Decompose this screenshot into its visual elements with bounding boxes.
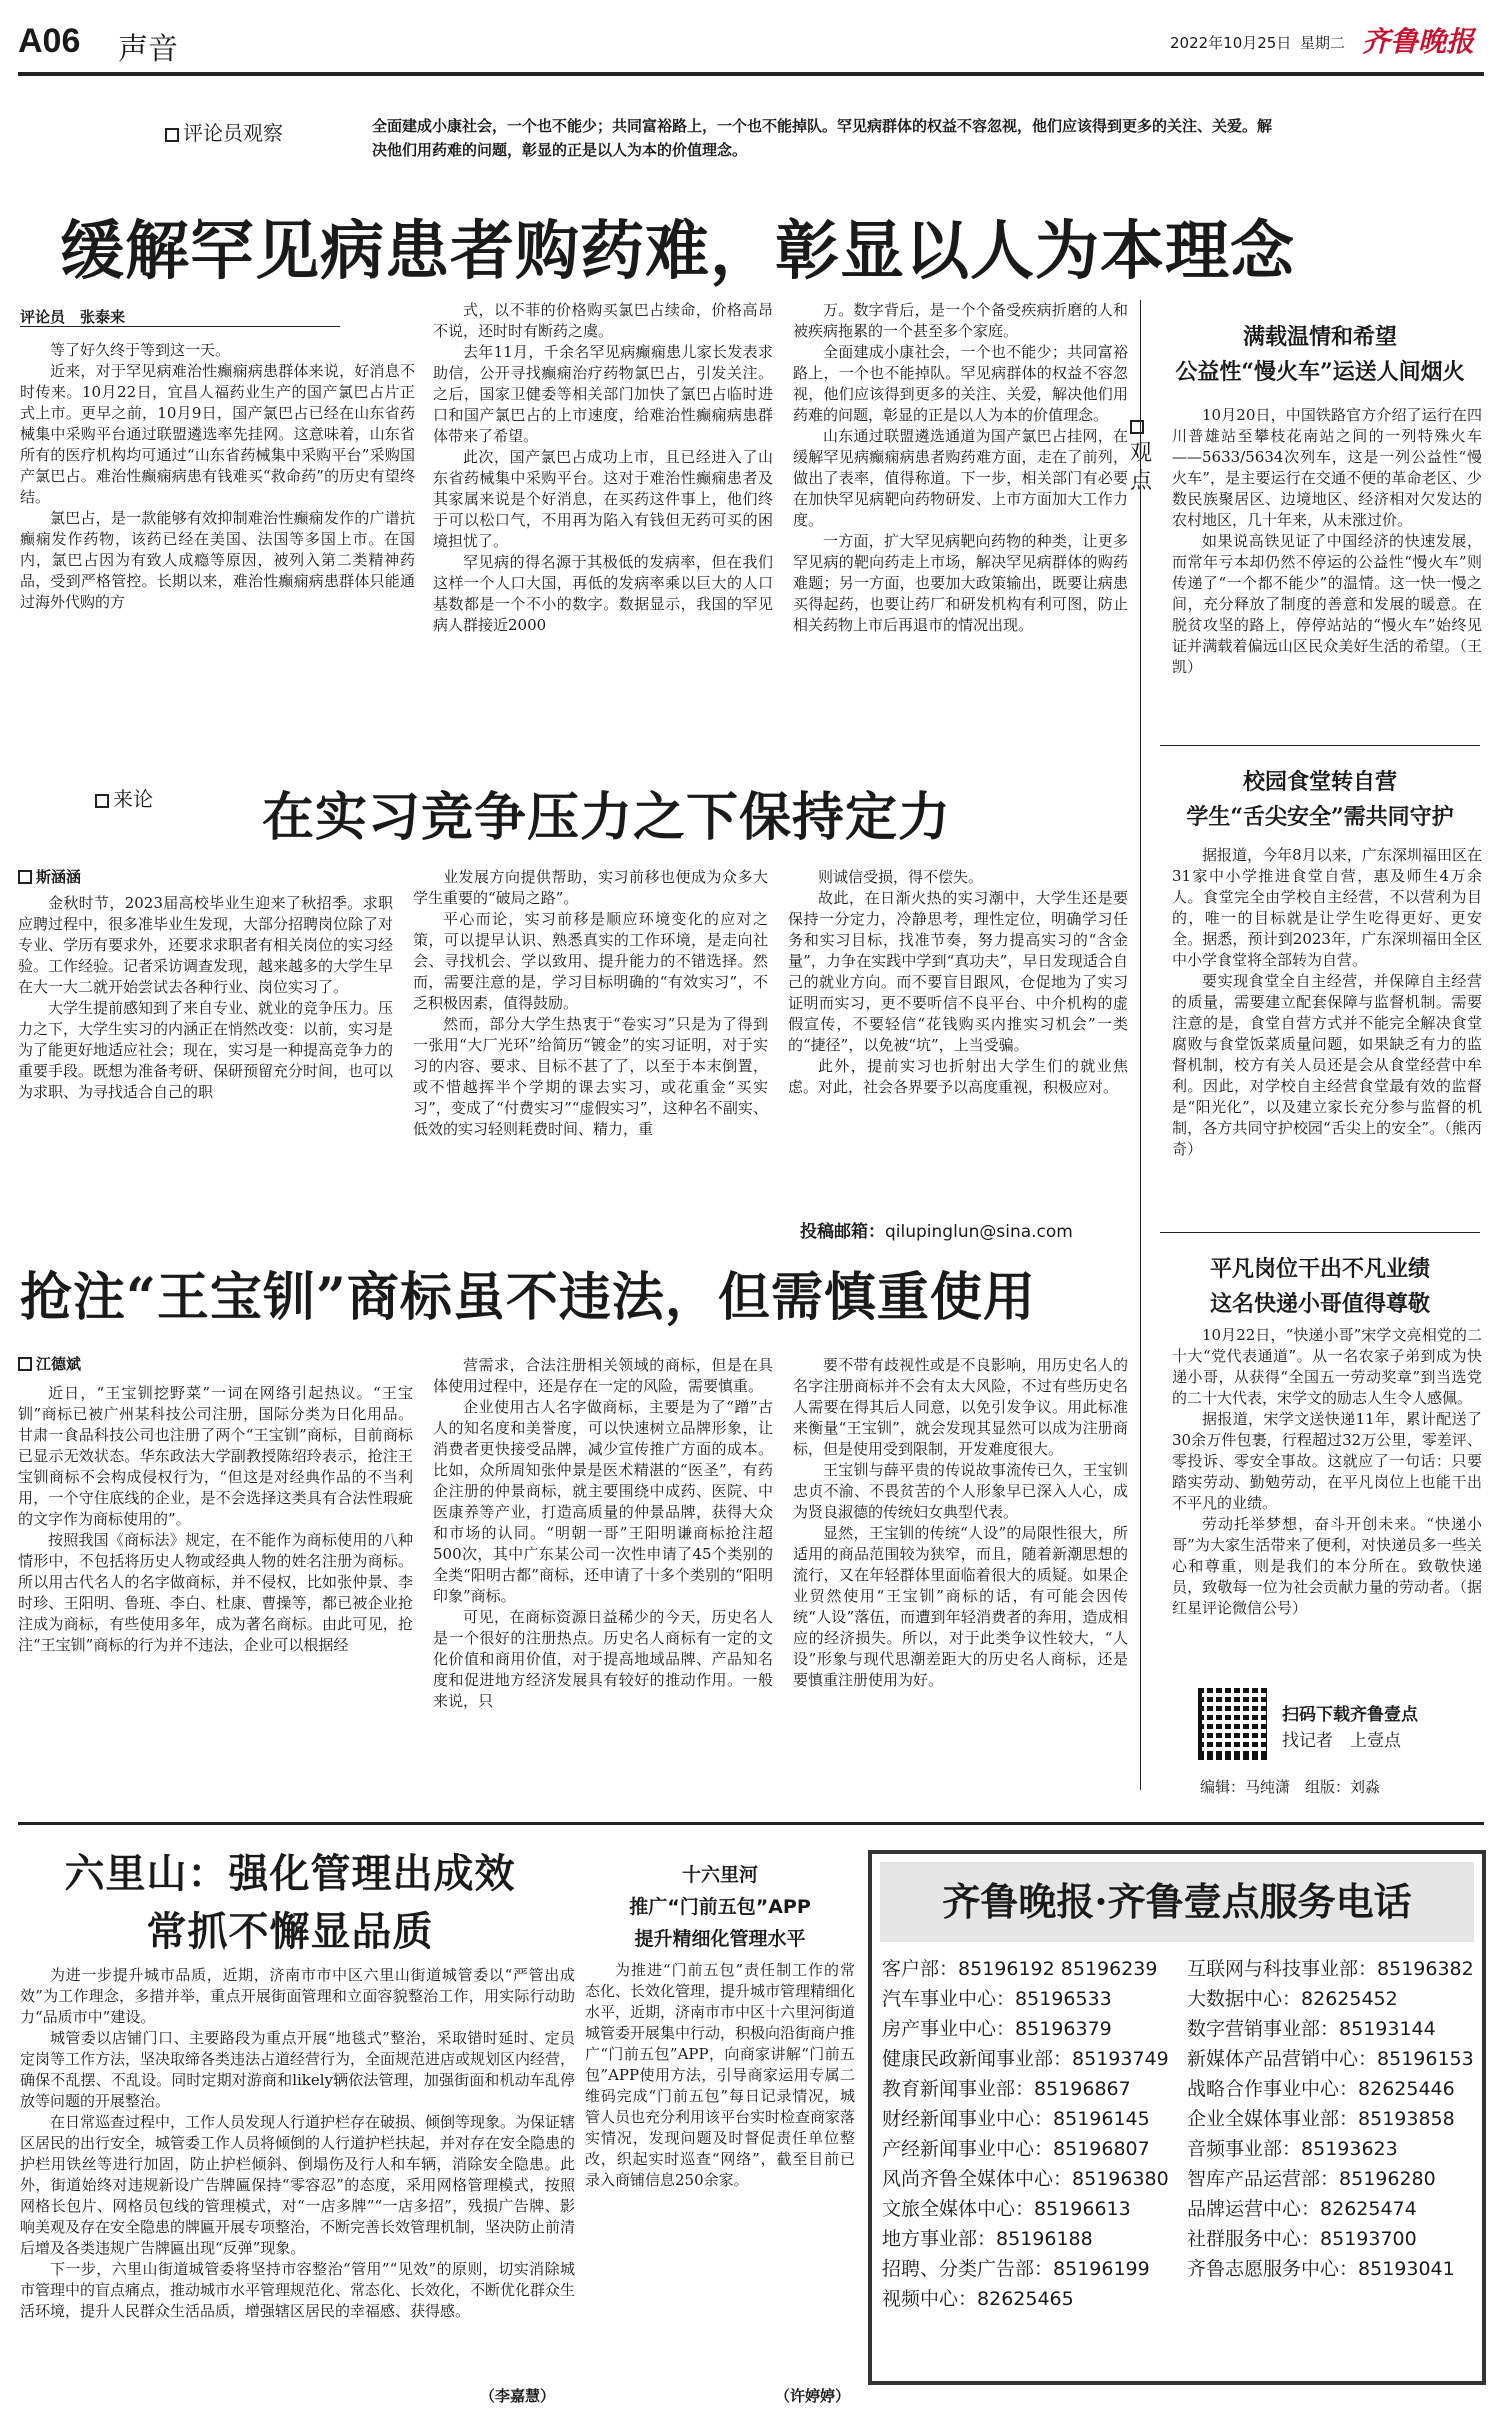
article1-byline: 评论员 张泰来 [20,308,126,326]
weekday: 星期二 [1300,34,1346,52]
service-entry [882,1984,1182,2014]
paragraph: 近日，“王宝钏挖野菜”一词在网络引起热议。“王宝钏”商标已被广州某科技公司注册，国际分类为日化用品。甘肃一食品科技公司也注册了两个“王宝钏”商标，目前商标已显示无效状态。华东政法大学副教授陈绍玲表示，抢注王宝钏商标不会构成侵权行为，“但这是对经典作品的不当利用，一个守住底线的企业，是不会选择这类具有合法性瑕疵的文字作为商标使用的”。 [18,1384,413,1528]
service-entry [882,2134,1182,2164]
paragraph: 然而，部分大学生热衷于“卷实习”只是为了得到一张用“大厂光环”给简历“镀金”的实习证明，对于实习的内容、要求、目标不甚了了，以至于本末倒置，或不惜越挥半个学期的课去实习，或花重金“买实习”，变成了“付费实习”“虚假实习”，这种名不副实、低效的实习轻则耗费时间、精力，重 [413,1015,768,1138]
service-phone[interactable]: 85193623 [1301,2138,1398,2160]
paragraph: 要不带有歧视性或是不良影响，用历史名人的名字注册商标并不会有太大风险，不过有些历史名人需要在得其后人同意，以免引发争议。用此标准来衡量“王宝钏”，就会发现其显然可以成为注册商标，但是使用受到限制，开发难度很大。 [793,1356,1128,1458]
paragraph: 在日常巡查过程中，工作人员发现人行道护栏存在破损、倾倒等现象。为保证辖区居民的出行安全，城管委工作人员将倾倒的人行道护栏扶起，并对存在安全隐患的护栏用铁丝等进行加固，防止护栏倾斜、倒塌伤及行人和车辆，消除安全隐患。此外，街道始终对违规新设广告牌匾保持“零容忍”的态度，采用网格管理模式，按照网格长包片、网格员包线的管理模式，对“一店多牌”“一店多招”，残损广告牌、影响美观及存在安全隐患的牌匾开展专项整治，不断完善长效管理机制，坚决防止前清后增及各类违规广告牌匾出现“反弹”现象。 [20,2113,575,2257]
sidebar2-title: 校园食堂转自营 [1242,769,1397,795]
paragraph: 下一步，六里山街道城管委将坚持市容整治“管用”“见效”的原则，切实消除城市管理中的盲点痛点，推动城市水平管理规范化、常态化、长效化，不断优化群众生活环境，提升人民群众生活品质，增强辖区居民的幸福感、获得感。 [20,2260,575,2320]
paragraph: 平心而论，实习前移是顺应环境变化的应对之策，可以提早认识、熟悉真实的工作环境，是走向社会、寻找机会、学以致用、提升能力的不错选择。然而，需要注意的是，学习目标明确的“有效实习”，不乏积极因素，值得鼓励。 [413,910,768,1012]
service-entry [1187,2194,1482,2224]
article3-col3 [793,1355,1128,1810]
paragraph: 故此，在日渐火热的实习潮中，大学生还是要保持一分定力，冷静思考，理性定位，明确学习任务和实习目标，找准节奏，努力提高实习的“含金量”，力争在实践中学到“真功夫”，早日发现适合自己的就业方向。而不要盲目跟风，仓促地为了实习证明而实习，更不要听信不良平台、中介机构的虚假宣传，不要轻信“花钱购买内推实习机会”一类的“捷径”，以免被“坑”，上当受骗。 [788,889,1128,1054]
service-entry [882,2104,1182,2134]
service-phone[interactable]: 82625465 [977,2288,1074,2310]
article4-signature: （李嘉慧） [480,2387,556,2405]
article5-body [585,1960,855,2380]
intro-lead: 全面建成小康社会，一个也不能少；共同富裕路上，一个也不能掉队。罕见病群体的权益不容忽视，他们应该得到更多的关注、关爱。解决他们用药难的问题，彰显的正是以人为本的价值理念。 [372,117,1273,159]
article1-col2 [433,300,773,760]
paragraph: 近来，对于罕见病难治性癫痫病患群体来说，好消息不时传来。10月22日，宜昌人福药业生产的国产氯巴占片正式上市。更早之前，10月9日，国产氯巴占已经在山东省药械集中采购平台通过联盟遴选率先挂网。这意味着，山东省所有的医疗机构均可通过“山东省药械集中采购平台”采购国产氯巴占。难治性癫痫病患有钱难买“救命药”的历史有望终结。 [20,362,415,506]
service-box [868,1850,1486,2385]
service-dept: 汽车事业中心： [882,1988,1016,2010]
service-dept: 新媒体产品营销中心： [1187,2048,1378,2070]
article2-headline: 在实习竞争压力之下保持定力 [262,787,952,848]
service-entry [882,2284,1182,2314]
service-entry [1187,2134,1482,2164]
service-entry [882,2014,1182,2044]
service-phone[interactable]: 85196380 [1072,2168,1169,2190]
article3-byline: 江德斌 [18,1353,81,1374]
service-phone[interactable]: 82625452 [1301,1988,1398,2010]
page-number: A06 [18,22,81,60]
service-phone[interactable]: 85196379 [1015,2018,1112,2040]
service-entry [882,2164,1182,2194]
service-dept: 视频中心： [882,2288,978,2310]
service-phone[interactable]: 85196807 [1053,2138,1150,2160]
service-entry [1187,2074,1482,2104]
service-dept: 音频事业部： [1187,2138,1302,2160]
sidebar3-subtitle: 这名快递小哥值得尊敬 [1209,1291,1430,1317]
sidebar1-body [1172,405,1482,735]
service-phone[interactable]: 85193041 [1358,2258,1455,2280]
service-entry [1187,2044,1482,2074]
service-phone[interactable]: 85196153 [1377,2048,1474,2070]
service-entry [1187,1954,1482,1984]
service-phone[interactable]: 85193858 [1358,2108,1455,2130]
issue-date: 2022年10月25日 [1170,34,1292,52]
service-dept: 数字营销事业部： [1187,2018,1340,2040]
paragraph: 据报道，宋学文送快递11年，累计配送了30余万件包裹，行程超过32万公里，零差评、零投诉、零安全事故。这就应了一句话：只要踏实劳动、勤勉劳动，在平凡岗位上也能干出不平凡的业绩。 [1172,1410,1482,1512]
paragraph: 按照我国《商标法》规定，在不能作为商标使用的八种情形中，不包括将历史人物或经典人物的姓名注册为商标。所以用古代名人的名字做商标，并不侵权，比如张仲景、李时珍、王阳明、鲁班、李白、杜康、曹操等，都已被企业抢注成为商标，有些使用多年，成为著名商标。由此可见，抢注“王宝钏”商标的行为并不违法，企业可以根据经 [18,1531,413,1654]
service-phone[interactable]: 85193144 [1339,2018,1436,2040]
paragraph: 式，以不菲的价格购买氯巴占续命，价格高昂不说，还时时有断药之虞。 [433,301,773,340]
article3-col2 [433,1355,773,1810]
square-icon [18,1357,32,1371]
service-dept: 智库产品运营部： [1187,2168,1340,2190]
column-label: 评论员观察 [165,117,283,146]
service-dept: 产经新闻事业中心： [882,2138,1054,2160]
paragraph: 业发展方向提供帮助，实习前移也便成为众多大学生重要的“破局之路”。 [413,868,768,907]
paragraph: 山东通过联盟遴选通道为国产氯巴占挂网，在缓解罕见病癫痫病患者购药难方面，走在了前列，做出了表率，值得称道。下一步，相关部门有必要在加快罕见病靶向药物研发、上市方面加大工作力度。 [793,427,1128,529]
service-phone[interactable]: 85196867 [1034,2078,1131,2100]
service-list-right [1187,1954,1482,2284]
qr-caption-2: 找记者 上壹点 [1282,1731,1401,1751]
submission-email: 投稿邮箱：qilupinglun@sina.com [800,1222,1073,1242]
service-phone[interactable]: 85196613 [1034,2198,1131,2220]
service-dept: 齐鲁志愿服务中心： [1187,2258,1359,2280]
article4-headline: 六里山：强化管理出成效 [64,1850,516,1897]
paragraph: 此次，国产氯巴占成功上市，且已经进入了山东省药械集中采购平台。这对于难治性癫痫患者及其家属来说是个好消息，在买药这件事上，他们终于可以松口气，不用再为陷入有钱但无药可买的困境担忧了。 [433,448,773,550]
paragraph: 企业使用古人名字做商标，主要是为了“蹭”古人的知名度和美誉度，可以快速树立品牌形象，让消费者更快接受品牌，减少宣传推广方面的成本。比如，众所周知张仲景是医术精湛的“医圣”，有药企注册的仲景商标，就主要围绕中成药、医院、中医康养等产业，打造高质量的仲景品牌，获得大众和市场的认同。“明朝一哥”王阳明谦商标抢注超500次，其中广东某公司一次性申请了45个类别的全类“阳明古都”商标，还申请了十多个类别的“阳明印象”商标。 [433,1398,773,1605]
service-phone[interactable]: 85196145 [1053,2108,1150,2130]
service-dept: 战略合作事业中心： [1187,2078,1359,2100]
service-phone[interactable]: 85196382 [1377,1958,1474,1980]
sidebar3-title: 平凡岗位干出不凡业绩 [1209,1256,1430,1282]
sidebar1-subtitle: 公益性“慢火车”运送人间烟火 [1175,359,1465,385]
service-entry [882,2224,1182,2254]
sidebar2-subtitle: 学生“舌尖安全”需共同守护 [1186,804,1454,830]
service-phone[interactable]: 82625446 [1358,2078,1455,2100]
paragraph: 为推进“门前五包”责任制工作的常态化、长效化管理，提升城市管理精细化水平，近期，济南市市中区十六里河街道城管委开展集中行动，积极向沿街商户推广“门前五包”APP，向商家讲解“门前五包”APP使用方法，引导商家运用专属二维码完成“门前五包”每日记录情况，城管人员也充分利用该平台实时检查商家落实情况，发现问题及时督促责任单位整改，织起实时巡查“网络”，截至目前已录入商铺信息250余家。 [585,1961,855,2189]
service-dept: 风尚齐鲁全媒体中心： [882,2168,1073,2190]
paragraph: 城管委以店铺门口、主要路段为重点开展“地毯式”整治，采取错时延时、定员定岗等工作方法，坚决取缔各类违法占道经营行为，全面规范进店或规划区内经营，确保不乱摆、不乱设。同时定期对游商和likely辆依法管理，加强街面和机动车乱停放等问题的开展整治。 [20,2029,575,2110]
square-icon [95,794,109,808]
article2-col2 [413,867,768,1257]
square-icon [18,870,32,884]
service-dept: 企业全媒体事业部： [1187,2108,1359,2130]
service-list-left [882,1954,1182,2314]
service-entry [1187,2104,1482,2134]
article5-signature: （许婷婷） [775,2387,851,2405]
service-dept: 教育新闻事业部： [882,2078,1035,2100]
paragraph: 10月20日，中国铁路官方介绍了运行在四川普雄站至攀枝花南站之间的一列特殊火车——5633/5634次列车，这是一列公益性“慢火车”，是主要运行在交通不便的革命老区、少数民族聚居区、边境地区、经济相对欠发达的农村地区，几十年来，从未涨过价。 [1172,406,1482,529]
article5-kicker: 十六里河 [681,1864,758,1886]
paragraph: 罕见病的得名源于其极低的发病率，但在我们这样一个人口大国，再低的发病率乘以巨大的人口基数都是一个不小的数字。数据显示，我国的罕见病人群接近2000 [433,553,773,634]
service-phone[interactable]: 85196188 [996,2228,1093,2250]
service-phone[interactable]: 85193749 [1072,2048,1169,2070]
editor-credits: 编辑：马纯潇 组版：刘淼 [1200,1778,1381,1796]
service-entry [882,1954,1182,1984]
paragraph: 要实现食堂全自主经营，并保障自主经营的质量，需要建立配套保障与监督机制。需要注意的是，食堂自营方式并不能完全解决食堂腐败与食堂饭菜质量问题，如果缺乏有力的监督机制，校方有关人员还是会从食堂经营中牟利。因此，对学校自主经营食堂最有效的监督是“阳光化”，以及建立家长充分参与监督的机制，各方共同守护校园“舌尖上的安全”。（熊丙奇） [1172,972,1482,1158]
article4-subheadline: 常抓不懈显品质 [146,1908,434,1955]
article1-col3 [793,300,1128,760]
paragraph: 劳动托举梦想，奋斗开创未来。“快递小哥”为大家生活带来了便利，对快递员多一些关心和尊重，则是我们的本分所在。致敬快递员，致敬每一位为社会贡献力量的劳动者。（据红星评论微信公号） [1172,1515,1482,1617]
paragraph: 如果说高铁见证了中国经济的快速发展，而常年亏本却仍然不停运的公益性“慢火车”则传递了“一个都不能少”的温情。这一快一慢之间，充分释放了制度的善意和发展的暖意。在脱贫攻坚的路上，停停站站的“慢火车”始终见证并满载着偏远山区民众美好生活的希望。（王凯） [1172,532,1482,676]
paragraph: 此外，提前实习也折射出大学生们的就业焦虑。对此，社会各界要予以高度重视，积极应对。 [788,1057,1128,1096]
paragraph: 王宝钏与薛平贵的传说故事流传已久，王宝钏忠贞不渝、不畏贫苦的个人形象早已深入人心，成为贤良淑德的传统妇女典型代表。 [793,1461,1128,1521]
sidebar-label: 观点 [1130,412,1152,496]
article2-label: 来论 [95,783,153,812]
paragraph: 大学生提前感知到了来自专业、就业的竞争压力。压力之下，大学生实习的内涵正在悄然改变：以前，实习是为了能更好地适应社会；现在，实习是一种提高竞争力的重要手段。既想为准备考研、保研预留充分时间，也可以为求职、为寻找适合自己的职 [18,999,393,1101]
article2-col1 [18,893,393,1223]
service-phone[interactable]: 85196533 [1015,1988,1112,2010]
service-entry [882,2194,1182,2224]
service-dept: 健康民政新闻事业部： [882,2048,1073,2070]
paragraph: 10月22日，“快递小哥”宋学文亮相党的二十大“党代表通道”。从一名农家子弟到成为快递小哥，从获得“全国五一劳动奖章”到当选党的二十大代表，宋学文的励志人生令人感佩。 [1172,1326,1482,1407]
paragraph: 氯巴占，是一款能够有效抑制难治性癫痫发作的广谱抗癫痫发作药物，该药已经在美国、法国等多国上市。在国内，氯巴占因为有致人成瘾等原因，被列入第二类精神药品，受到严格管控。长期以来，难治性癫痫病患群体只能通过海外代购的方 [20,509,415,611]
paragraph: 一方面，扩大罕见病靶向药物的种类，让更多罕见病的靶向药走上市场，解决罕见病群体的购药难题；另一方面，也要加大政策输出，既要让病患买得起药，也要让药厂和研发机构有利可图，防止相关药物上市后再退市的情况出现。 [793,532,1128,634]
paragraph: 显然，王宝钏的传统“人设”的局限性很大，所适用的商品范围较为狭窄，而且，随着新潮思想的流行，又在年轻群体里面临着很大的质疑。如果企业贸然使用“王宝钏”商标的话，有可能会因传统“人设”落伍，而遭到年轻消费者的奔用，造成相应的经济损失。所以，对于此类争议性较大，“人设”形象与现代思潮差距大的历史名人商标，还是要慎重注册使用为好。 [793,1524,1128,1689]
service-entry [1187,2224,1482,2254]
article2-col3 [788,867,1128,1212]
service-phone[interactable]: 85196192 85196239 [958,1958,1158,1980]
service-phone[interactable]: 85196199 [1053,2258,1150,2280]
service-entry [882,2044,1182,2074]
masthead-logo: 齐鲁晚报 [1362,25,1475,58]
paragraph: 则诚信受损，得不偿失。 [818,868,984,886]
service-dept: 招聘、分类广告部： [882,2258,1054,2280]
paragraph: 据报道，今年8月以来，广东深圳福田区在31家中小学推进食堂自营，惠及师生4万余人。食堂完全由学校自主经营，不以营利为目的，唯一的目标就是让学生吃得更好、更安全。据悉，预计到2023年，广东深圳福田全区中小学食堂将全部转为自营。 [1172,846,1482,969]
service-phone[interactable]: 85196280 [1339,2168,1436,2190]
article3-headline: 抢注“王宝钏”商标虽不违法，但需慎重使用 [20,1267,1036,1328]
sidebar3-body [1172,1325,1482,1680]
article4-body [20,1965,575,2385]
sidebar2-body [1172,845,1482,1225]
section-name: 声音 [118,32,178,67]
service-dept: 大数据中心： [1187,1988,1302,2010]
square-icon [1130,420,1144,434]
service-dept: 互联网与科技事业部： [1187,1958,1378,1980]
service-phone[interactable]: 85193700 [1320,2228,1417,2250]
article2-byline: 斯涵涵 [18,866,81,887]
service-phone[interactable]: 82625474 [1320,2198,1417,2220]
service-entry [882,2254,1182,2284]
service-dept: 财经新闻事业中心： [882,2108,1054,2130]
service-entry [1187,2014,1482,2044]
sidebar1-title: 满载温情和希望 [1242,324,1397,350]
service-dept: 品牌运营中心： [1187,2198,1321,2220]
paragraph: 全面建成小康社会，一个也不能少；共同富裕路上，一个也不能掉队。罕见病群体的权益不容忽视，他们应该得到更多的关注、关爱，解决他们用药难的问题，彰显的正是以人为本的价值理念。 [793,343,1128,424]
service-entry [1187,1984,1482,2014]
article1-headline: 缓解罕见病患者购药难，彰显以人为本理念 [60,214,1295,289]
service-entry [882,2074,1182,2104]
service-dept: 社群服务中心： [1187,2228,1321,2250]
article5-subheadline: 提升精细化管理水平 [634,1928,806,1950]
service-entry [1187,2164,1482,2194]
paragraph: 等了好久终于等到这一天。 [50,341,231,359]
paragraph: 为进一步提升城市品质，近期，济南市市中区六里山街道城管委以“严管出成效”为工作理念，多措并举，重点开展街面管理和立面容貌整治工作，用实际行动助力“品质市中”建设。 [20,1966,575,2026]
square-icon [165,128,179,142]
paragraph: 万。数字背后，是一个个备受疾病折磨的人和被疾病拖累的一个甚至多个家庭。 [793,301,1128,340]
service-entry [1187,2254,1482,2284]
qr-caption-1: 扫码下载齐鲁壹点 [1282,1705,1418,1725]
paragraph: 可见，在商标资源日益稀少的今天，历史名人是一个很好的注册热点。历史名人商标有一定的文化价值和商用价值，对于提高地域品牌、产品知名度和促进地方经济发展具有较好的推动作用。一般来说，只 [433,1608,773,1710]
service-dept: 房产事业中心： [882,2018,1016,2040]
service-dept: 文旅全媒体中心： [882,2198,1035,2220]
paragraph: 金秋时节，2023届高校毕业生迎来了秋招季。求职应聘过程中，很多准毕业生发现，大部分招聘岗位除了对专业、学历有要求外，还要求求职者有相关岗位的实习经验。工作经验。记者采访调查发现，越来越多的大学生早在大一大二就开始尝试去各种行业、岗位实习了。 [18,894,393,996]
article1-col1 [20,340,415,760]
service-title: 齐鲁晚报·齐鲁壹点服务电话 [880,1862,1474,1942]
service-dept: 地方事业部： [882,2228,997,2250]
service-dept: 客户部： [882,1958,959,1980]
paragraph: 去年11月，千余名罕见病癫痫患儿家长发表求助信，公开寻找癫痫治疗药物氯巴占，引发关注。之后，国家卫健委等相关部门加快了氯巴占临时进口和国产氯巴占的上市速度，给难治性癫痫病患群体带来了希望。 [433,343,773,445]
article5-headline: 推广“门前五包”APP [629,1896,811,1918]
paragraph: 营需求，合法注册相关领域的商标，但是在具体使用过程中，还是存在一定的风险，需要慎重。 [433,1356,773,1395]
article3-col1 [18,1383,413,1808]
